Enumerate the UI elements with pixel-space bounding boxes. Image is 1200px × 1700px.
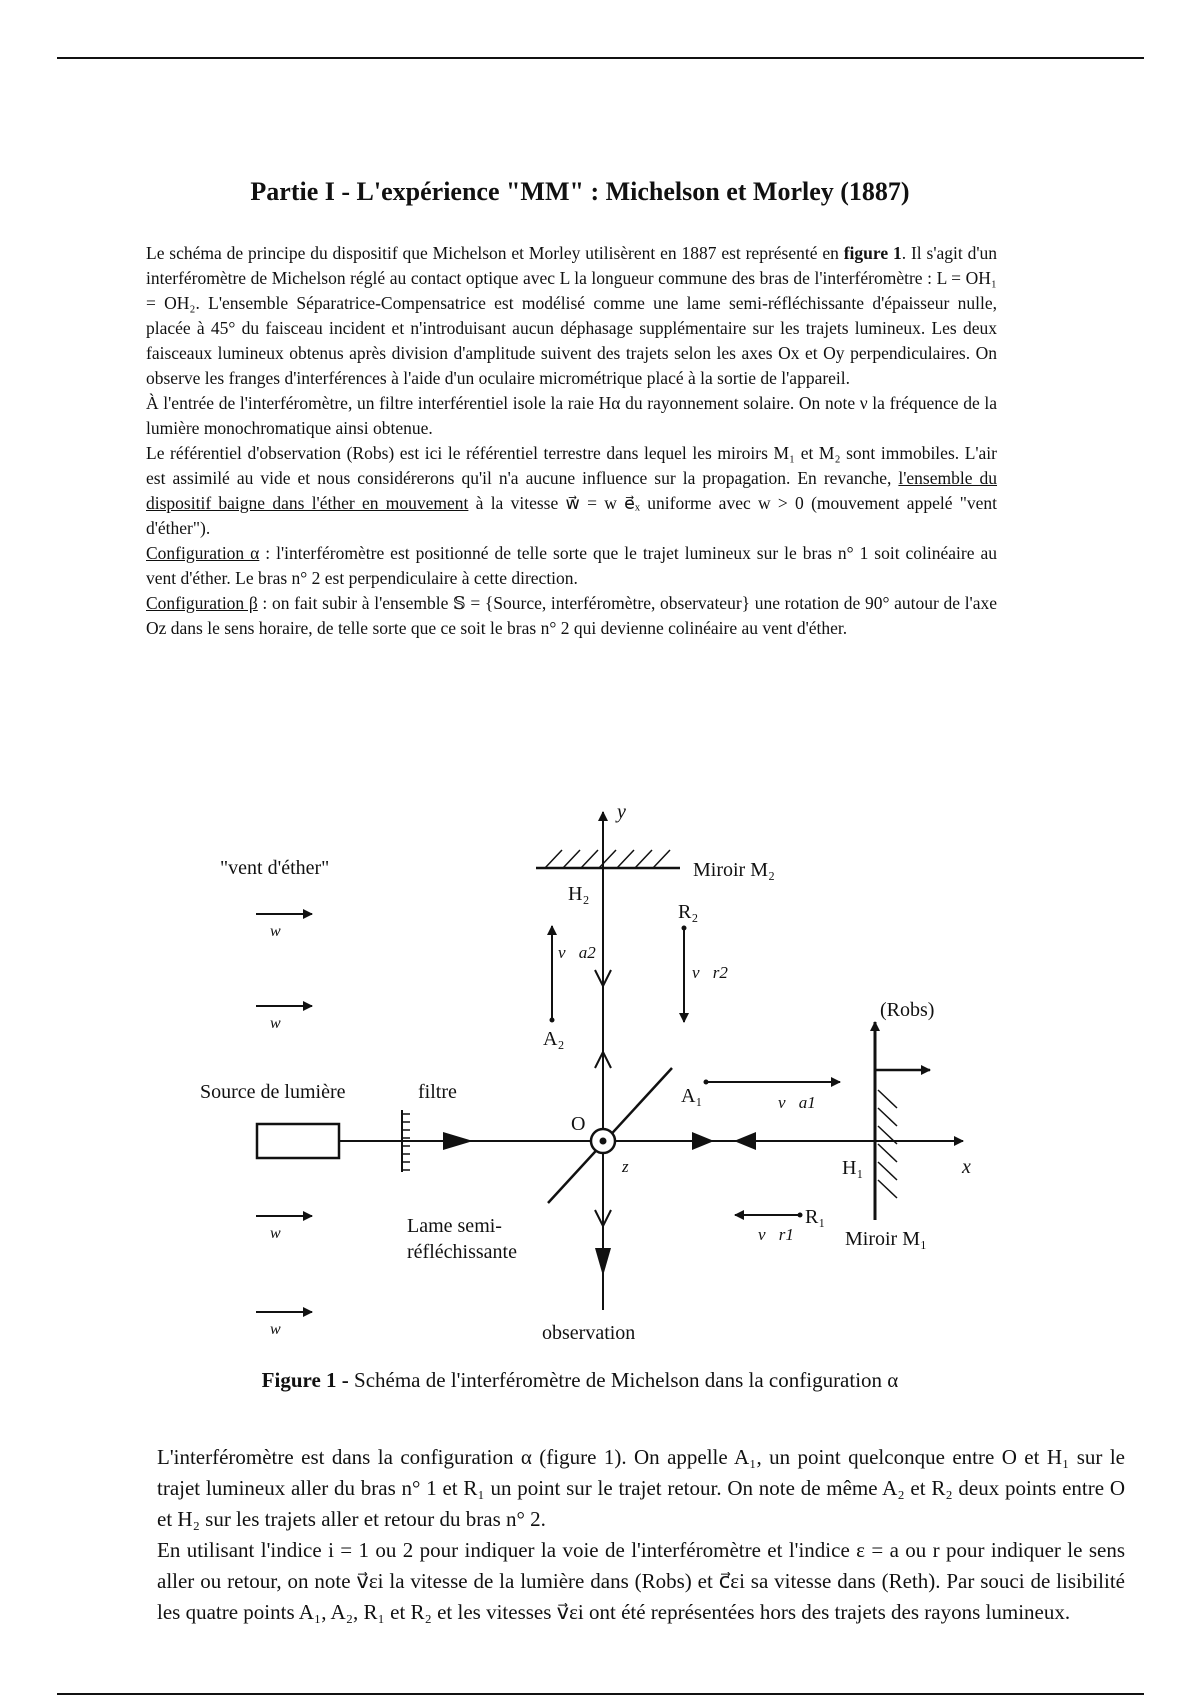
w-label-1: w⃗ xyxy=(270,923,294,940)
vr2-label: v⃗r2 xyxy=(692,963,728,982)
observation-label: observation xyxy=(542,1322,636,1344)
va2-label: v⃗a2 xyxy=(558,943,596,962)
beam-arrow-observation xyxy=(595,1248,611,1276)
source-label: Source de lumière xyxy=(200,1081,346,1103)
light-source-box xyxy=(257,1124,339,1158)
intro-paragraph-1: Le schéma de principe du dispositif que Michelson et Morley utilisèrent en 1887 est représenté en figure 1. Il s'agit d'un interféromètre de Michelson réglé au contact optique avec L la longueur commune des bras de l'interféromètre : L = OH₁ = OH₂. L'ensemble Séparatrice-Compensatrice est modélisé comme une lame semi-réfléchissante d'épaisseur nulle, placée à 45° du faisceau incident et n'introduisant aucun déphasage supplémentaire sur les trajets lumineux. Les deux faisceaux lumineux obtenus après division d'amplitude suivent des trajets selon les axes Ox et Oy perpendiculaires. On observe les franges d'interférences à l'aide d'un oculaire micrométrique placé à la sortie de l'appareil. xyxy=(146,243,997,388)
top-rule xyxy=(57,57,1144,59)
intro-paragraph-3: Le référentiel d'observation (Robs) est ici le référentiel terrestre dans lequel les miroirs M₁ et M₂ sont immobiles. L'air est assimilé au vide et nous considérerons qu'il n'a aucune influence sur la propagation. En revanche, l'ensemble du dispositif baigne dans l'éther en mouvement à la vitesse w⃗ = w e⃗ₓ uniforme avec w > 0 (mouvement appelé "vent d'éther"). xyxy=(146,443,998,538)
beam-arrow-out xyxy=(692,1132,714,1150)
config-beta: Configuration β : on fait subir à l'ensemble 𝕊 = {Source, interféromètre, observateur} une rotation de 90° autour de l'axe Oz dans le sens horaire, de telle sorte que ce soit le bras n° 2 qui devienne colinéaire au vent d'éther. xyxy=(146,593,997,638)
intro-paragraph-2: À l'entrée de l'interféromètre, un filtre interférentiel isole la raie Hα du rayonnement solaire. On note ν la fréquence de la lumière monochromatique ainsi obtenue. xyxy=(146,393,997,438)
lame-label-line2: réfléchissante xyxy=(407,1241,517,1263)
vent-ether-label: "vent d'éther" xyxy=(220,857,330,879)
r1-label: R₁ xyxy=(805,1206,826,1228)
w-label-2: w⃗ xyxy=(270,1015,294,1032)
a2-label: A₂ xyxy=(543,1028,565,1050)
michelson-figure xyxy=(0,790,1200,1350)
origin-dot xyxy=(600,1138,607,1145)
origin-label: O xyxy=(571,1113,586,1135)
r2-label: R₂ xyxy=(678,901,699,923)
lame-label-line1: Lame semi- xyxy=(407,1215,502,1237)
va1-label: v⃗a1 xyxy=(778,1093,816,1112)
beam-arrow-incident xyxy=(443,1132,473,1150)
w-label-3: w⃗ xyxy=(270,1225,294,1242)
w-label-4: w⃗ xyxy=(270,1321,294,1338)
w-arrow-1 xyxy=(256,914,312,940)
body-paragraph-1: L'interféromètre est dans la configuration α (figure 1). On appelle A₁, un point quelconque entre O et H₁ sur le trajet lumineux aller du bras n° 1 et R₁ un point sur le trajet retour. On note de même A₂ et R₂ deux points entre O et H₂ sur les trajets aller et retour du bras n° 2. xyxy=(157,1445,1125,1531)
body-text xyxy=(157,1442,1125,1628)
w-arrow-3 xyxy=(256,1216,312,1242)
robs-frame xyxy=(875,1022,930,1220)
intro-text xyxy=(146,241,997,641)
h1-label: H₁ xyxy=(842,1157,864,1179)
x-axis-label: x xyxy=(962,1156,971,1178)
y-axis-label: y xyxy=(617,801,626,823)
r2-point xyxy=(682,926,687,931)
a2-point xyxy=(550,1018,555,1023)
config-alpha: Configuration α : l'interféromètre est positionné de telle sorte que le trajet lumineux sur le bras n° 1 soit colinéaire au vent d'éther. Le bras n° 2 est perpendiculaire à cette direction. xyxy=(146,543,997,588)
z-axis-label: z xyxy=(622,1157,629,1176)
vr1-label: v⃗r1 xyxy=(758,1225,794,1244)
w-arrow-2 xyxy=(256,1006,312,1032)
page-title: Partie I - L'expérience "MM" : Michelson et Morley (1887) xyxy=(250,177,910,206)
mirror-m2 xyxy=(536,850,680,868)
w-arrow-4 xyxy=(256,1312,312,1338)
figure-caption: Figure 1 - Schéma de l'interféromètre de Michelson dans la configuration α xyxy=(261,1368,899,1392)
a1-label: A₁ xyxy=(681,1085,703,1107)
filtre-label: filtre xyxy=(418,1081,457,1103)
beam-arrow-return xyxy=(734,1132,756,1150)
body-paragraph-2: En utilisant l'indice i = 1 ou 2 pour indiquer la voie de l'interféromètre et l'indice ε = a ou r pour indiquer le sens aller ou retour, on note v⃗εi la vitesse de la lumière dans (Robs) et c⃗εi sa vitesse dans (Reth). Par souci de lisibilité les quatre points A₁, A₂, R₁ et R₂ et les vitesses v⃗εi ont été représentées hors des trajets des rayons lumineux. xyxy=(157,1538,1125,1624)
h2-label: H₂ xyxy=(568,883,590,905)
miroir-m2-label: Miroir M₂ xyxy=(693,859,775,881)
mirror-m1 xyxy=(878,1090,897,1198)
r1-point xyxy=(798,1213,803,1218)
robs-label: (Robs) xyxy=(880,999,935,1021)
bottom-rule xyxy=(57,1693,1144,1695)
miroir-m1-label: Miroir M₁ xyxy=(845,1228,927,1250)
